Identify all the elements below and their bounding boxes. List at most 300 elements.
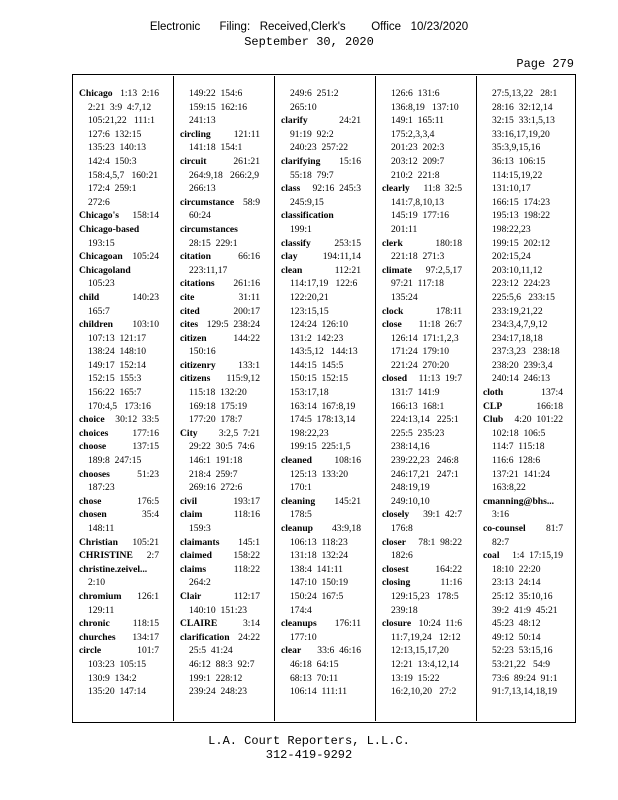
index-entry <box>281 182 361 196</box>
page-line-refs: 225:5,6 233:15 <box>492 291 555 303</box>
page-line-refs: 112:17 <box>233 590 260 602</box>
index-word: Christian <box>79 536 118 548</box>
page-line-refs: 107:13 121:17 <box>88 332 147 344</box>
index-entry <box>180 196 260 210</box>
page-line-refs: 25:5 41:24 <box>189 645 233 657</box>
page-line-refs: 249:10,10 <box>391 495 430 507</box>
index-entry <box>180 277 260 291</box>
page-line-refs: 127:6 132:15 <box>88 128 142 140</box>
page-line-refs: 239:24 248:23 <box>189 686 248 698</box>
index-word: chromium <box>79 590 122 602</box>
page-line-refs: 1:13 2:16 <box>120 88 159 99</box>
column-divider <box>375 76 376 721</box>
page-line-refs: 15:16 <box>339 155 361 167</box>
index-entry <box>79 291 159 305</box>
index-word: citations <box>180 278 215 290</box>
page-line-refs: 201:23 202:3 <box>391 142 445 154</box>
page-line-refs: 149:1 165:11 <box>391 115 444 127</box>
page-line-refs: 114:7 115:18 <box>492 441 545 453</box>
page-line-refs: 149:22 154:6 <box>189 88 243 99</box>
page-line-refs: 195:13 198:22 <box>492 210 551 222</box>
page-line-refs: 53:21,22 54:9 <box>492 658 551 670</box>
page-line-refs: 129:5 238:24 <box>206 319 260 331</box>
page-line-refs: 158:22 <box>233 550 260 562</box>
page-line-refs: 147:10 150:19 <box>290 577 349 589</box>
page-line-refs: 223:12 224:23 <box>492 278 551 290</box>
page-line-refs: 234:17,18,18 <box>492 332 543 344</box>
page-line-refs: 224:13,14 225:1 <box>391 414 459 426</box>
page-line-refs: 36:13 106:15 <box>492 155 546 167</box>
page-line-refs: 73:6 89:24 91:1 <box>492 672 558 684</box>
page-line-refs: 187:23 <box>88 482 115 494</box>
page-line-refs: 141:7,8,10,13 <box>391 196 445 208</box>
page-line-refs: 145:21 <box>334 495 361 507</box>
column-divider <box>476 76 477 721</box>
page-line-refs: 39:1 42:7 <box>423 509 462 521</box>
index-word: claimed <box>180 550 212 562</box>
page-line-refs: 18:10 22:20 <box>492 563 541 575</box>
index-entry <box>79 440 159 454</box>
index-entry <box>180 359 260 373</box>
page-line-refs: 221:18 271:3 <box>391 251 445 263</box>
index-column-2 <box>180 87 260 699</box>
page-line-refs: 144:15 145:5 <box>290 359 344 371</box>
index-word: closest <box>382 563 409 575</box>
index-entry <box>180 508 260 522</box>
page-line-refs: 239:18 <box>391 604 418 616</box>
page-line-refs: 177:20 178:7 <box>189 414 243 426</box>
page-line-refs: 140:10 151:23 <box>189 604 248 616</box>
index-word: closing <box>382 577 411 589</box>
page-line-refs: 156:22 165:7 <box>88 387 142 399</box>
page-line-refs: 32:15 33:1,5,13 <box>492 115 555 127</box>
index-entry <box>281 617 361 631</box>
page-line-refs: 3:2,5 7:21 <box>218 427 260 439</box>
page-line-refs: 46:18 64:15 <box>290 658 339 670</box>
page-line-refs: 51:23 <box>137 468 159 480</box>
index-entry <box>79 495 159 509</box>
page-line-refs: 150:24 167:5 <box>290 590 344 602</box>
page-line-refs: 23:13 24:14 <box>492 577 541 589</box>
page-line-refs: 193:17 <box>233 495 260 507</box>
page-line-refs: 121:11 <box>233 128 260 140</box>
page-line-refs: 25:12 35:10,16 <box>492 590 553 602</box>
index-entry <box>180 631 260 645</box>
page-line-refs: 138:24 148:10 <box>88 346 147 358</box>
index-word: chosen <box>79 509 107 521</box>
index-entry <box>382 318 462 332</box>
index-word: CLAIRE <box>180 618 218 630</box>
index-entry <box>180 372 260 386</box>
page-line-refs: 52:23 53:15,16 <box>492 645 553 657</box>
page-line-refs: 272:6 <box>88 196 110 208</box>
page-line-refs: 60:24 <box>189 210 211 222</box>
index-word: class <box>281 183 301 195</box>
index-word: claimants <box>180 536 220 548</box>
page-line-refs: 203:10,11,12 <box>492 264 543 276</box>
page-line-refs: 178:5 <box>290 509 312 521</box>
page-line-refs: 33:16,17,19,20 <box>492 128 550 140</box>
page-line-refs: 91:19 92:2 <box>290 128 334 140</box>
index-word: cleanups <box>281 618 317 630</box>
page-line-refs: 171:24 179:10 <box>391 346 450 358</box>
index-word: claim <box>180 509 203 521</box>
page-line-refs: 123:15,15 <box>290 305 329 317</box>
index-entry <box>281 264 361 278</box>
index-entry <box>79 644 159 658</box>
index-entry <box>79 87 159 101</box>
index-entry <box>180 250 260 264</box>
page-number: Page 279 <box>516 57 574 71</box>
page-line-refs: 103:10 <box>132 319 159 331</box>
page-line-refs: 269:16 272:6 <box>189 482 243 494</box>
page-line-refs: 238:14,16 <box>391 441 430 453</box>
index-word: CLP <box>483 400 503 412</box>
page-line-refs: 264:2 <box>189 577 211 589</box>
page-line-refs: 201:11 <box>391 223 418 235</box>
index-word: children <box>79 319 113 331</box>
page-line-refs: 163:14 167:8,19 <box>290 400 356 412</box>
index-word: clarify <box>281 115 308 127</box>
page-line-refs: 238:20 239:3,4 <box>492 359 553 371</box>
index-word: CHRISTINE <box>79 550 133 562</box>
page-line-refs: 158:14 <box>132 210 159 222</box>
index-word: civil <box>180 495 198 507</box>
page-line-refs: 241:13 <box>189 115 216 127</box>
page-line-refs: 223:11,17 <box>189 264 228 276</box>
index-word: Clair <box>180 590 202 602</box>
index-entry <box>79 631 159 645</box>
page-line-refs: 170:4,5 173:16 <box>88 400 151 412</box>
index-word: cmanning@bhs... <box>483 495 555 507</box>
page-line-refs: 97:2,5,17 <box>425 264 462 276</box>
index-entry <box>281 644 361 658</box>
index-entry <box>483 549 563 563</box>
page-line-refs: 105:23 <box>88 278 115 290</box>
index-word: cited <box>180 305 200 317</box>
page-line-refs: 203:12 209:7 <box>391 155 445 167</box>
index-entry <box>180 291 260 305</box>
page-line-refs: 3:14 <box>242 618 260 630</box>
page-line-refs: 253:15 <box>334 237 361 249</box>
page-line-refs: 149:17 152:14 <box>88 359 147 371</box>
page-line-refs: 33:6 46:16 <box>317 645 361 657</box>
page-line-refs: 176:11 <box>334 618 361 630</box>
page-line-refs: 233:19,21,22 <box>492 305 543 317</box>
index-word: Chicago's <box>79 210 119 222</box>
word-index-box <box>72 74 576 723</box>
page-line-refs: 175:2,3,3,4 <box>391 128 435 140</box>
index-word: choice <box>79 414 105 426</box>
page-line-refs: 169:18 175:19 <box>189 400 248 412</box>
index-word: claims <box>180 563 207 575</box>
page-line-refs: 174:4 <box>290 604 312 616</box>
index-word: classification <box>281 210 334 222</box>
index-entry <box>483 386 563 400</box>
index-word: circuit <box>180 155 207 167</box>
hearing-date: September 30, 2020 <box>244 35 374 49</box>
page-line-refs: 12:21 13:4,12,14 <box>391 658 459 670</box>
index-entry <box>483 400 563 414</box>
page-line-refs: 177:16 <box>132 427 159 439</box>
page-line-refs: 108:16 <box>334 455 361 467</box>
index-entry <box>281 454 361 468</box>
index-entry <box>180 549 260 563</box>
page-line-refs: 27:5,13,22 28:1 <box>492 88 558 99</box>
index-entry <box>79 549 159 563</box>
page-line-refs: 28:15 229:1 <box>189 237 238 249</box>
index-word: circling <box>180 128 211 140</box>
page-line-refs: 142:4 150:3 <box>88 155 137 167</box>
index-entry <box>79 536 159 550</box>
page-line-refs: 225:5 235:23 <box>391 427 445 439</box>
index-column-1 <box>79 87 159 699</box>
index-entry <box>281 522 361 536</box>
index-word: choices <box>79 427 109 439</box>
page-line-refs: 166:15 174:23 <box>492 196 551 208</box>
page-line-refs: 152:15 155:3 <box>88 373 142 385</box>
index-entry <box>180 155 260 169</box>
page-line-refs: 135:20 147:14 <box>88 686 147 698</box>
index-entry <box>382 617 462 631</box>
page-line-refs: 102:18 106:5 <box>492 427 546 439</box>
page-line-refs: 199:1 228:12 <box>189 672 243 684</box>
index-word: chose <box>79 495 102 507</box>
index-word: co-counsel <box>483 523 526 534</box>
page-line-refs: 2:10 <box>88 577 106 589</box>
page-line-refs: 239:22,23 246:8 <box>391 455 459 467</box>
index-entry <box>79 468 159 482</box>
page-line-refs: 116:6 128:6 <box>492 455 541 467</box>
index-entry <box>180 318 260 332</box>
index-word: coal <box>483 550 500 562</box>
page-line-refs: 131:10,17 <box>492 183 531 195</box>
page-line-refs: 240:23 257:22 <box>290 142 349 154</box>
index-word: Club <box>483 414 504 426</box>
index-entry <box>382 576 462 590</box>
page-line-refs: 237:3,23 238:18 <box>492 346 560 358</box>
page-line-refs: 10:24 11:6 <box>418 618 462 630</box>
page-line-refs: 35:4 <box>141 509 159 521</box>
page-line-refs: 78:1 98:22 <box>418 536 462 548</box>
page-line-refs: 177:10 <box>290 631 317 643</box>
page-line-refs: 150:16 <box>189 346 216 358</box>
page-line-refs: 221:24 270:20 <box>391 359 450 371</box>
page-line-refs: 133:1 <box>238 359 260 371</box>
page-line-refs: 146:1 191:18 <box>189 455 243 467</box>
page-line-refs: 118:15 <box>132 618 159 630</box>
page-line-refs: 246:17,21 247:1 <box>391 468 459 480</box>
page-line-refs: 145:19 177:16 <box>391 210 450 222</box>
index-entry <box>79 413 159 427</box>
page-line-refs: 131:7 141:9 <box>391 387 440 399</box>
index-entry <box>180 332 260 346</box>
index-word: clock <box>382 305 404 317</box>
page-line-refs: 16:2,10,20 27:2 <box>391 686 457 698</box>
page-line-refs: 189:8 247:15 <box>88 455 142 467</box>
page-line-refs: 118:16 <box>233 509 260 521</box>
page-line-refs: 11:8 32:5 <box>423 183 462 195</box>
index-word: climate <box>382 264 412 276</box>
page-line-refs: 137:21 141:24 <box>492 468 551 480</box>
index-word: closure <box>382 618 412 630</box>
page-line-refs: 194:11,14 <box>322 251 361 263</box>
page-line-refs: 91:7,13,14,18,19 <box>492 686 558 698</box>
index-word: closely <box>382 509 410 521</box>
page-line-refs: 112:21 <box>334 264 361 276</box>
index-entry <box>281 155 361 169</box>
page-line-refs: 129:11 <box>88 604 115 616</box>
page-line-refs: 3:16 <box>492 509 510 521</box>
page-line-refs: 126:14 171:1,2,3 <box>391 332 459 344</box>
page-line-refs: 122:20,21 <box>290 291 329 303</box>
page-line-refs: 158:4,5,7 160:21 <box>88 169 159 181</box>
page-line-refs: 43:9,18 <box>331 523 361 534</box>
page-line-refs: 11:16 <box>440 577 462 589</box>
page-line-refs: 138:4 141:11 <box>290 563 343 575</box>
court-reporter-phone: 312-419-9292 <box>265 748 353 762</box>
page-line-refs: 11:7,19,24 12:12 <box>391 631 461 643</box>
page-line-refs: 163:8,22 <box>492 482 526 494</box>
page-line-refs: 199:15 202:12 <box>492 237 551 249</box>
page-line-refs: 115:18 132:20 <box>189 387 247 399</box>
page-line-refs: 4:20 101:22 <box>514 414 563 426</box>
index-word: cloth <box>483 387 504 399</box>
index-entry <box>180 617 260 631</box>
index-word: circumstance <box>180 196 235 208</box>
index-word: Chicagoan <box>79 251 123 263</box>
page-line-refs: 131:2 142:23 <box>290 332 344 344</box>
index-word: churches <box>79 631 116 643</box>
index-entry <box>281 237 361 251</box>
page-line-refs: 118:22 <box>233 563 260 575</box>
filing-stamp: Electronic Filing: Received,Clerk's Office 10/23/2020 <box>149 21 469 33</box>
page-line-refs: 199:1 <box>290 223 312 235</box>
page-line-refs: 166:18 <box>536 400 563 412</box>
page-line-refs: 199:15 225:1,5 <box>290 441 351 453</box>
page-line-refs: 58:9 <box>242 196 260 208</box>
page-line-refs: 140:23 <box>132 291 159 303</box>
index-word: citation <box>180 251 211 263</box>
page-line-refs: 145:1 <box>238 536 260 548</box>
page-line-refs: 170:1 <box>290 482 312 494</box>
index-word: Chicago-based <box>79 223 140 235</box>
index-entry <box>180 536 260 550</box>
page-line-refs: 193:15 <box>88 237 115 249</box>
page-line-refs: 261:21 <box>233 155 260 167</box>
page-line-refs: 200:17 <box>233 305 260 317</box>
page-line-refs: 2:21 3:9 4:7,12 <box>88 101 152 113</box>
index-word: Chicago <box>79 88 113 99</box>
page-line-refs: 159:3 <box>189 523 211 534</box>
page-line-refs: 101:7 <box>137 645 159 657</box>
page-line-refs: 55:18 79:7 <box>290 169 334 181</box>
column-divider <box>173 76 174 721</box>
page-line-refs: 126:6 131:6 <box>391 88 440 99</box>
index-entry <box>79 250 159 264</box>
index-word: chooses <box>79 468 110 480</box>
page-line-refs: 124:24 126:10 <box>290 319 349 331</box>
index-entry <box>382 372 462 386</box>
index-word: clerk <box>382 237 403 249</box>
page-line-refs: 166:13 168:1 <box>391 400 445 412</box>
index-entry <box>382 563 462 577</box>
page-line-refs: 35:3,9,15,16 <box>492 142 541 154</box>
page-line-refs: 137:4 <box>541 387 563 399</box>
index-word: closer <box>382 536 406 548</box>
page-line-refs: 106:13 118:23 <box>290 536 348 548</box>
page-line-refs: 115:9,12 <box>226 373 260 385</box>
index-word: child <box>79 291 100 303</box>
page-line-refs: 135:23 140:13 <box>88 142 147 154</box>
page-line-refs: 136:8,19 137:10 <box>391 101 459 113</box>
page-line-refs: 174:5 178:13,14 <box>290 414 356 426</box>
index-word: citizen <box>180 332 207 344</box>
page-line-refs: 12:13,15,17,20 <box>391 645 449 657</box>
page-line-refs: 11:13 19:7 <box>418 373 462 385</box>
index-word: clarifying <box>281 155 321 167</box>
index-word: cleanup <box>281 523 313 534</box>
page-line-refs: 245:9,15 <box>290 196 324 208</box>
page-line-refs: 97:21 117:18 <box>391 278 444 290</box>
index-word: circle <box>79 645 102 657</box>
page-line-refs: 13:19 15:22 <box>391 672 440 684</box>
page-line-refs: 135:24 <box>391 291 418 303</box>
page-line-refs: 106:14 111:11 <box>290 686 348 698</box>
page-line-refs: 202:15,24 <box>492 251 531 263</box>
index-entry <box>382 536 462 550</box>
index-entry <box>382 182 462 196</box>
page-line-refs: 24:21 <box>339 115 361 127</box>
column-divider <box>274 76 275 721</box>
index-entry <box>79 318 159 332</box>
index-entry <box>281 495 361 509</box>
page-line-refs: 137:15 <box>132 441 159 453</box>
page-line-refs: 176:5 <box>137 495 159 507</box>
index-entry <box>382 508 462 522</box>
court-reporter-name: L.A. Court Reporters, L.L.C. <box>208 734 410 748</box>
page-line-refs: 248:19,19 <box>391 482 430 494</box>
page-line-refs: 46:12 88:3 92:7 <box>189 658 255 670</box>
page-line-refs: 11:18 26:7 <box>418 319 462 331</box>
index-entry <box>79 508 159 522</box>
page-line-refs: 105:24 <box>132 251 159 263</box>
page-line-refs: 148:11 <box>88 523 115 534</box>
page-line-refs: 114:17,19 122:6 <box>290 278 358 290</box>
index-column-3 <box>281 87 361 699</box>
index-entry <box>79 427 159 441</box>
index-entry <box>79 590 159 604</box>
page-line-refs: 126:1 <box>137 590 159 602</box>
index-column-4 <box>382 87 462 699</box>
index-word: close <box>382 319 402 331</box>
page-line-refs: 234:3,4,7,9,12 <box>492 319 548 331</box>
page-line-refs: 2:7 <box>146 550 159 562</box>
page-line-refs: 103:23 105:15 <box>88 658 147 670</box>
index-entry <box>382 264 462 278</box>
index-word: clear <box>281 645 302 657</box>
page-line-refs: 144:22 <box>233 332 260 344</box>
index-word: cites <box>180 319 199 331</box>
page-line-refs: 178:11 <box>435 305 462 317</box>
page-line-refs: 28:16 32:12,14 <box>492 101 553 113</box>
index-word: closed <box>382 373 408 385</box>
index-word: clay <box>281 251 298 263</box>
index-word: circumstances <box>180 223 238 235</box>
page-line-refs: 81:7 <box>545 523 563 534</box>
index-word: citizens <box>180 373 211 385</box>
page-line-refs: 261:16 <box>233 278 260 290</box>
